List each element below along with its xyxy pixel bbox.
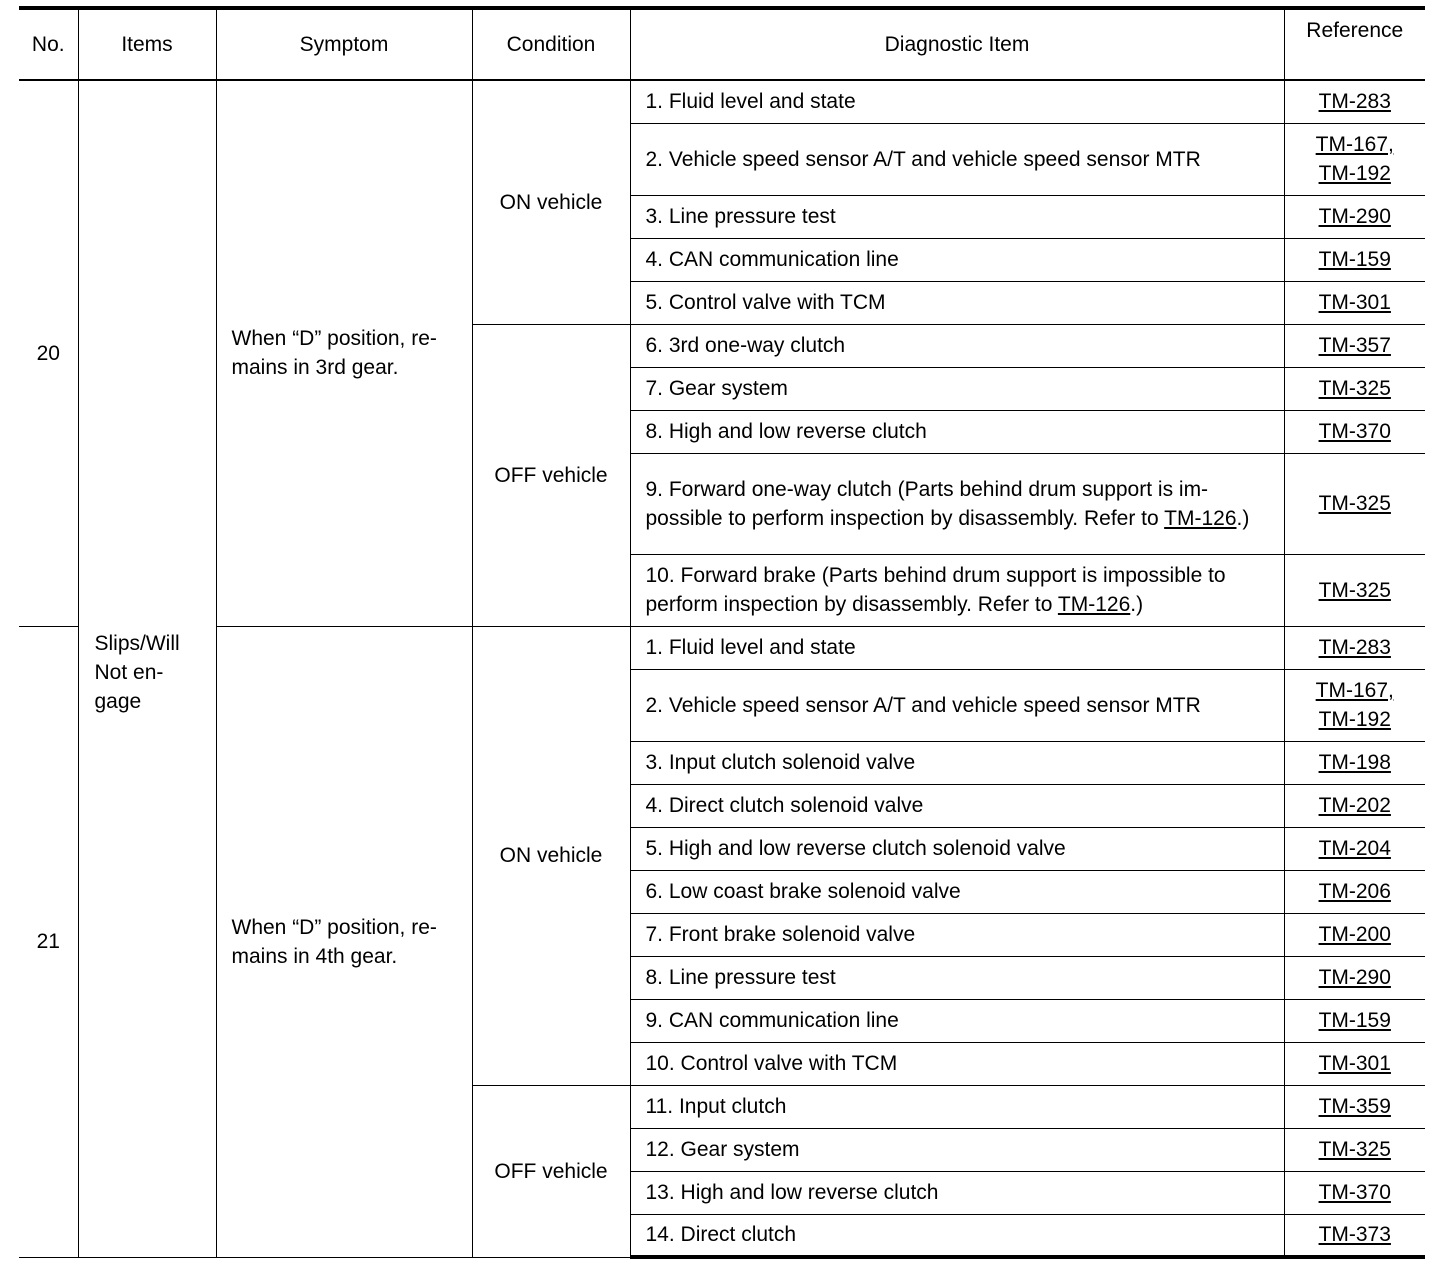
inline-reference-link[interactable]: TM-126: [1057, 593, 1131, 616]
diagnostic-item: 3. Input clutch solenoid valve: [630, 741, 1284, 784]
table-row: [19, 80, 1425, 123]
diagnostic-item: 13. High and low reverse clutch: [630, 1171, 1284, 1214]
reference-link[interactable]: TM-159: [1318, 248, 1391, 271]
diagnostic-item: 8. High and low reverse clutch: [630, 410, 1284, 453]
reference-cell: [1284, 870, 1425, 913]
reference-cell: [1284, 669, 1425, 741]
reference-cell: [1284, 238, 1425, 281]
reference-cell: [1284, 1128, 1425, 1171]
row-number: 20: [19, 80, 78, 626]
reference-cell: [1284, 324, 1425, 367]
diagnostic-item: 9. CAN communication line: [630, 999, 1284, 1042]
diagnostic-item: 1. Fluid level and state: [630, 80, 1284, 123]
header-items: Items: [78, 8, 216, 80]
reference-link[interactable]: TM-370: [1318, 1181, 1391, 1204]
diagnostic-item: 7. Gear system: [630, 367, 1284, 410]
reference-cell: [1284, 999, 1425, 1042]
condition-on: ON vehicle: [472, 80, 630, 324]
reference-cell: [1284, 1171, 1425, 1214]
reference-cell: [1284, 956, 1425, 999]
reference-cell: [1284, 784, 1425, 827]
diagnostic-item: 4. CAN communication line: [630, 238, 1284, 281]
reference-link[interactable]: TM-159: [1318, 1009, 1391, 1032]
diagnostic-item: 11. Input clutch: [630, 1085, 1284, 1128]
reference-cell: [1284, 453, 1425, 554]
reference-cell: [1284, 1214, 1425, 1257]
condition-off: OFF vehicle: [472, 1085, 630, 1257]
reference-link[interactable]: TM-198: [1318, 751, 1391, 774]
header-reference: Reference: [1284, 8, 1425, 80]
reference-link[interactable]: TM-200: [1318, 923, 1391, 946]
reference-cell: [1284, 1085, 1425, 1128]
reference-cell: [1284, 1042, 1425, 1085]
reference-cell: [1284, 367, 1425, 410]
diagnostic-item: 7. Front brake solenoid valve: [630, 913, 1284, 956]
reference-link[interactable]: TM-283: [1318, 636, 1391, 659]
inline-reference-link[interactable]: TM-126: [1164, 506, 1237, 530]
symptom-text: When “D” position, re-mains in 3rd gear.: [231, 327, 437, 380]
reference-link[interactable]: TM-370: [1318, 420, 1391, 443]
reference-link[interactable]: TM-167,: [1315, 133, 1394, 156]
header-row: [19, 8, 1425, 80]
reference-cell: [1284, 80, 1425, 123]
symptom-text: When “D” position, re-mains in 4th gear.: [231, 915, 437, 968]
header-diagnostic-item: Diagnostic Item: [630, 8, 1284, 80]
reference-cell: [1284, 827, 1425, 870]
diagnostic-table: [19, 6, 1425, 1259]
reference-link[interactable]: TM-202: [1318, 794, 1391, 817]
diagnostic-item: 9. Forward one-way clutch (Parts behind drum support is im-possible to perform inspection by disassembly. Refer to TM-126.): [630, 453, 1284, 554]
reference-link[interactable]: TM-301: [1318, 1052, 1391, 1075]
reference-link[interactable]: TM-290: [1318, 205, 1391, 228]
table-row: [19, 626, 1425, 669]
reference-link[interactable]: TM-357: [1318, 334, 1391, 357]
diagnostic-item: 1. Fluid level and state: [630, 626, 1284, 669]
reference-link[interactable]: TM-204: [1318, 837, 1391, 860]
symptom-cell: [216, 80, 472, 626]
condition-on: ON vehicle: [472, 626, 630, 1085]
reference-cell: [1284, 410, 1425, 453]
reference-link[interactable]: TM-373: [1318, 1223, 1391, 1247]
symptom-cell: [216, 626, 472, 1257]
diagnostic-item: 3. Line pressure test: [630, 195, 1284, 238]
reference-cell: [1284, 281, 1425, 324]
condition-off: OFF vehicle: [472, 324, 630, 626]
reference-cell: [1284, 195, 1425, 238]
reference-cell: [1284, 626, 1425, 669]
reference-link[interactable]: TM-325: [1318, 492, 1391, 515]
reference-link[interactable]: TM-325: [1318, 1138, 1391, 1161]
diagnostic-item: 5. Control valve with TCM: [630, 281, 1284, 324]
reference-link[interactable]: TM-325: [1318, 377, 1391, 400]
reference-link[interactable]: TM-167,: [1315, 679, 1394, 702]
reference-link[interactable]: TM-325: [1318, 578, 1391, 602]
diagnostic-item: 8. Line pressure test: [630, 956, 1284, 999]
items-label: Slips/Will Not en-gage: [94, 632, 180, 713]
diagnostic-item: 10. Forward brake (Parts behind drum support is impossible to perform inspection by disassembly. Refer to TM-126.): [630, 554, 1284, 626]
reference-link[interactable]: TM-206: [1318, 880, 1391, 903]
reference-link[interactable]: TM-359: [1318, 1095, 1391, 1118]
header-condition: Condition: [472, 8, 630, 80]
items-cell: [78, 80, 216, 1257]
reference-link[interactable]: TM-192: [1318, 162, 1391, 185]
reference-cell: [1284, 123, 1425, 195]
row-number: 21: [19, 626, 78, 1257]
diagnostic-item: 10. Control valve with TCM: [630, 1042, 1284, 1085]
reference-cell: [1284, 913, 1425, 956]
reference-cell: [1284, 741, 1425, 784]
reference-link[interactable]: TM-301: [1318, 291, 1391, 314]
diagnostic-item: 6. 3rd one-way clutch: [630, 324, 1284, 367]
diagnostic-item: 4. Direct clutch solenoid valve: [630, 784, 1284, 827]
reference-link[interactable]: TM-290: [1318, 966, 1391, 989]
reference-link[interactable]: TM-283: [1318, 90, 1391, 114]
diagnostic-item: 12. Gear system: [630, 1128, 1284, 1171]
diagnostic-item: 14. Direct clutch: [630, 1214, 1284, 1257]
header-symptom: Symptom: [216, 8, 472, 80]
header-no: No.: [19, 8, 78, 80]
diagnostic-item: 5. High and low reverse clutch solenoid valve: [630, 827, 1284, 870]
diagnostic-item: 6. Low coast brake solenoid valve: [630, 870, 1284, 913]
diagnostic-item: 2. Vehicle speed sensor A/T and vehicle speed sensor MTR: [630, 669, 1284, 741]
reference-link[interactable]: TM-192: [1318, 708, 1391, 731]
reference-cell: [1284, 554, 1425, 626]
diagnostic-item: 2. Vehicle speed sensor A/T and vehicle speed sensor MTR: [630, 123, 1284, 195]
